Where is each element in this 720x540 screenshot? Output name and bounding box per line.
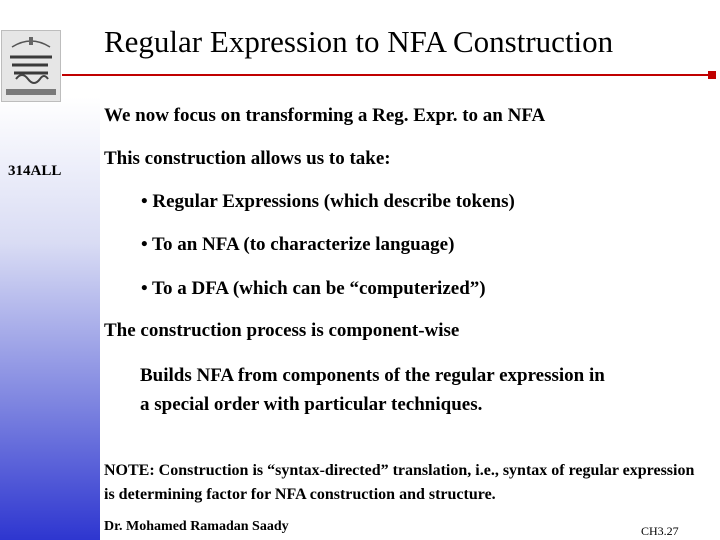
bullet-component-wise: The construction process is component-wise — [104, 320, 460, 341]
sub-bullet-to-dfa: • To a DFA (which can be “computerized”) — [141, 278, 486, 299]
title-underline-end-square — [708, 71, 716, 79]
slide-title: Regular Expression to NFA Construction — [104, 24, 614, 59]
bullet-construction-allows: This construction allows us to take: — [104, 148, 391, 169]
sub-bullet-to-nfa: • To an NFA (to characterize language) — [141, 234, 455, 255]
footer-author: Dr. Mohamed Ramadan Saady — [104, 519, 289, 534]
note-text: NOTE: Construction is “syntax-directed” translation, i.e., syntax of regular expression is determining factor for NFA construction and structure. — [104, 462, 695, 503]
footer-page-number: CH3.27 — [641, 524, 679, 538]
sub-bullet-builds-nfa: Builds NFA from components of the regular expression in a special order with particular techniques. — [140, 365, 605, 415]
course-code: 314ALL — [8, 163, 62, 179]
bullet-focus: We now focus on transforming a Reg. Expr. to an NFA — [104, 105, 546, 126]
title-underline — [62, 74, 710, 76]
sub-bullet-regular-expressions: • Regular Expressions (which describe tokens) — [141, 191, 515, 212]
university-logo — [1, 30, 61, 102]
